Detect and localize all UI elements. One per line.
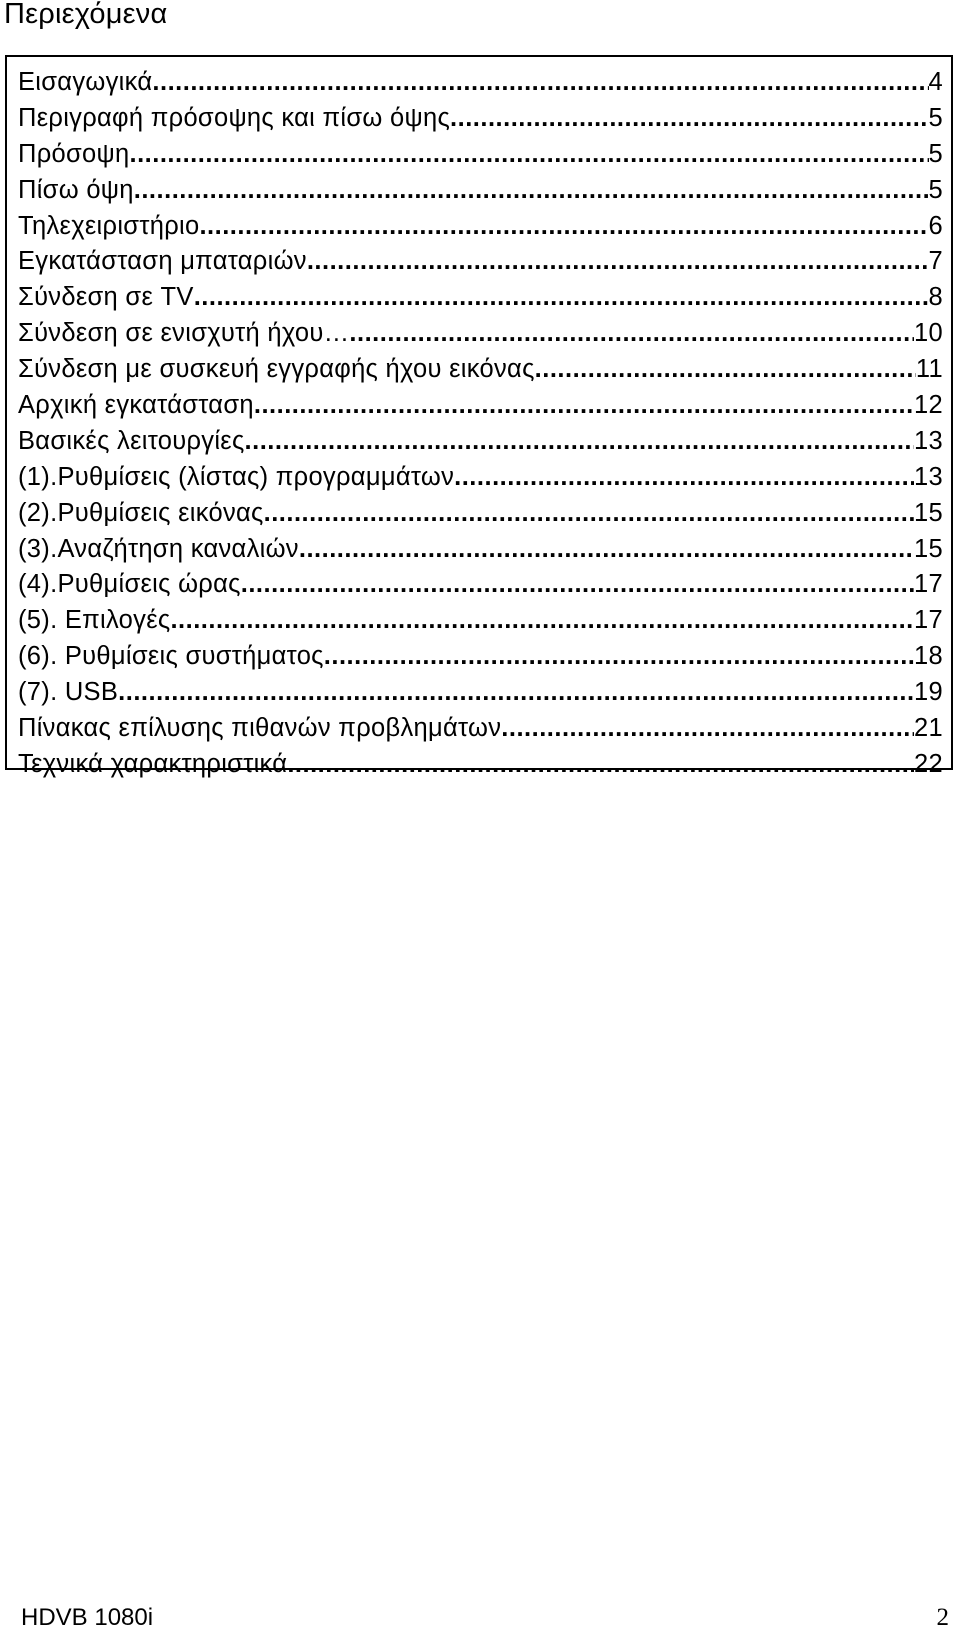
- toc-entry[interactable]: [18, 567, 943, 603]
- toc-entry[interactable]: [18, 101, 943, 137]
- toc-entry-page: 5: [928, 175, 943, 204]
- toc-entry-page: 12: [914, 391, 943, 420]
- toc-entry-title: Βασικές λειτουργίες: [18, 426, 245, 455]
- toc-dot-leader: [450, 101, 928, 137]
- toc-entry-page: 13: [914, 462, 943, 491]
- toc-entry[interactable]: [18, 388, 943, 424]
- footer-model: HDVB 1080i: [21, 1604, 154, 1631]
- toc-entry-title: Τηλεχειριστήριο: [18, 211, 200, 240]
- toc-dot-leader: [241, 567, 914, 603]
- toc-dot-leader: [129, 137, 928, 173]
- toc-entry-page: 11: [915, 355, 943, 384]
- toc-entry-page: 7: [928, 247, 943, 276]
- toc-entry-page: 15: [914, 498, 943, 527]
- toc-entry[interactable]: [18, 173, 943, 209]
- toc-entry[interactable]: [18, 424, 943, 460]
- toc-entry-title: Πίσω όψη: [18, 175, 134, 204]
- toc-entry-page: 5: [928, 139, 943, 168]
- toc-entry[interactable]: [18, 137, 943, 173]
- toc-entry-page: 15: [914, 534, 943, 563]
- toc-entry-title: Εγκατάσταση μπαταριών: [18, 247, 307, 276]
- page-title: Περιεχόμενα: [4, 0, 168, 30]
- toc-entry[interactable]: [18, 711, 943, 747]
- toc-entry-page: 5: [928, 103, 943, 132]
- toc-entry[interactable]: [18, 352, 943, 388]
- toc-entry-title: Πίνακας επίλυσης πιθανών προβλημάτων: [18, 714, 502, 743]
- toc-dot-leader: [134, 173, 929, 209]
- toc-dot-leader: [152, 65, 928, 101]
- toc-entry-title: Σύνδεση σε TV: [18, 283, 194, 312]
- toc-entry[interactable]: [18, 747, 943, 783]
- toc-dot-leader: [535, 352, 916, 388]
- toc-entry-title: Πρόσοψη: [18, 139, 130, 168]
- toc-entry-title: Τεχνικά χαρακτηριστικά: [18, 749, 288, 778]
- toc-entry-title: (1).Ρυθμίσεις (λίστας) προγραμμάτων: [18, 462, 455, 491]
- toc-dot-leader: [454, 460, 914, 496]
- toc-entry[interactable]: [18, 316, 943, 352]
- toc-dot-leader: [245, 424, 914, 460]
- toc-dot-leader: [501, 711, 914, 747]
- toc-dot-leader: [170, 603, 914, 639]
- toc-dot-leader: [194, 280, 929, 316]
- toc-dot-leader: [254, 388, 914, 424]
- toc-entry-title: Σύνδεση σε ενισχυτή ήχου…: [18, 319, 350, 348]
- toc-entry-page: 13: [914, 426, 943, 455]
- toc-list: [18, 65, 943, 783]
- toc-entry-page: 19: [914, 678, 943, 707]
- toc-dot-leader: [299, 532, 914, 568]
- toc-entry-title: (6). Ρυθμίσεις συστήματος: [18, 642, 324, 671]
- toc-entry-page: 18: [914, 642, 943, 671]
- toc-entry[interactable]: [18, 460, 943, 496]
- table-of-contents: [5, 55, 953, 778]
- toc-entry[interactable]: [18, 209, 943, 245]
- toc-entry-title: (4).Ρυθμίσεις ώρας: [18, 570, 241, 599]
- toc-entry-page: 10: [914, 319, 943, 348]
- toc-entry-page: 17: [914, 570, 943, 599]
- toc-entry[interactable]: [18, 532, 943, 568]
- toc-entry-title: Περιγραφή πρόσοψης και πίσω όψης: [18, 103, 451, 132]
- toc-dot-leader: [199, 209, 928, 245]
- toc-entry-page: 22: [914, 749, 943, 778]
- toc-entry[interactable]: [18, 244, 943, 280]
- toc-entry[interactable]: [18, 603, 943, 639]
- toc-dot-leader: [118, 675, 914, 711]
- toc-entry[interactable]: [18, 639, 943, 675]
- toc-entry[interactable]: [18, 65, 943, 101]
- toc-dot-leader: [324, 639, 914, 675]
- toc-dot-leader: [264, 496, 914, 532]
- toc-entry-title: Εισαγωγικά: [18, 68, 153, 96]
- toc-entry-title: Αρχική εγκατάσταση: [18, 391, 254, 420]
- toc-entry-title: Σύνδεση με συσκευή εγγραφής ήχου εικόνας: [18, 355, 535, 384]
- footer-page-number: 2: [936, 1604, 949, 1631]
- toc-entry-title: (2).Ρυθμίσεις εικόνας: [18, 498, 264, 527]
- toc-entry[interactable]: [18, 675, 943, 711]
- toc-entry-page: 4: [928, 68, 943, 96]
- toc-entry[interactable]: [18, 496, 943, 532]
- toc-entry-page: 8: [928, 283, 943, 312]
- toc-entry-page: 17: [914, 606, 943, 635]
- toc-dot-leader: [307, 244, 929, 280]
- toc-entry-title: (7). USB: [18, 678, 119, 707]
- toc-dot-leader: [287, 747, 914, 783]
- toc-entry-page: 21: [914, 714, 943, 743]
- toc-dot-leader: [349, 316, 914, 352]
- toc-entry-title: (3).Αναζήτηση καναλιών: [18, 534, 299, 563]
- toc-entry-page: 6: [928, 211, 943, 240]
- toc-entry-title: (5). Επιλογές: [18, 606, 171, 635]
- toc-entry[interactable]: [18, 280, 943, 316]
